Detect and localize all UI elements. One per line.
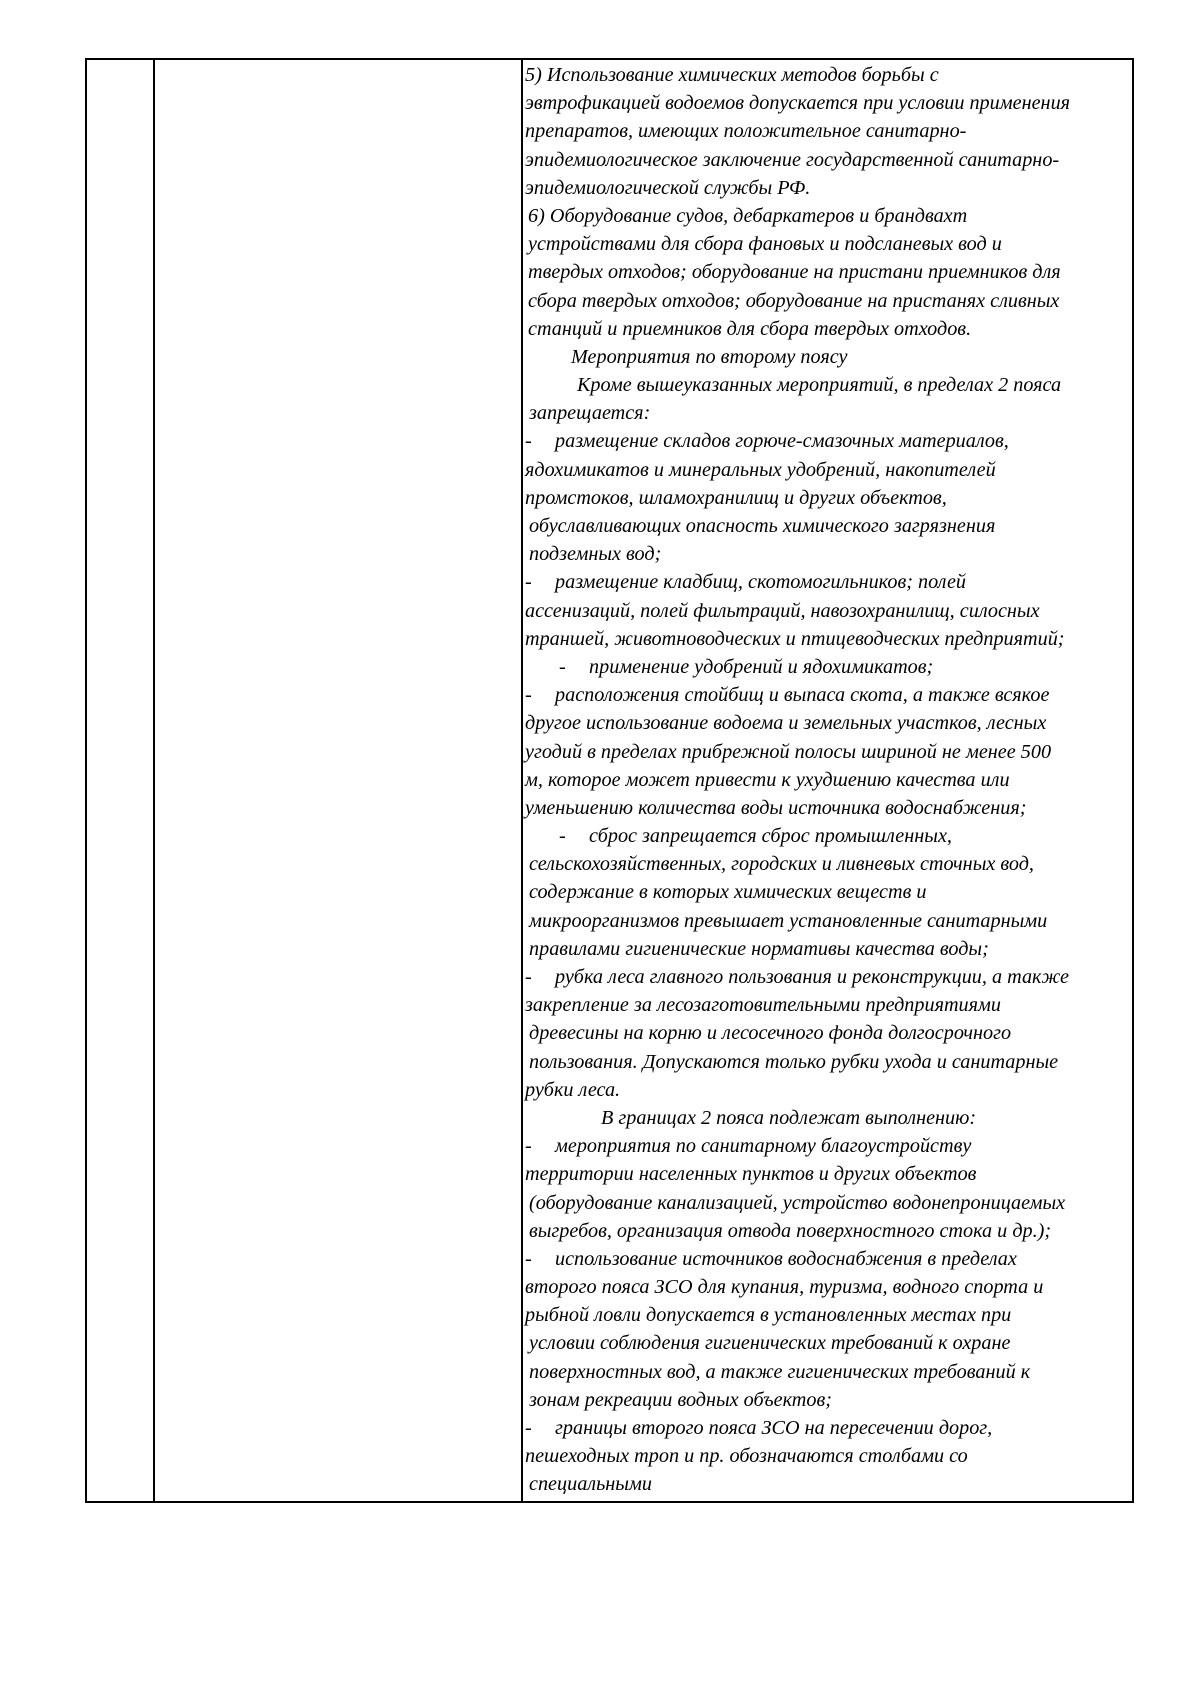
text-line: [525, 1442, 1126, 1470]
text-line-content: рыбной ловли допускается в установленных местах при: [525, 1304, 1012, 1327]
text-line-content: эпидемиологической службы РФ.: [525, 176, 811, 199]
text-line: [525, 766, 1126, 794]
column-divider-1: [153, 60, 155, 1501]
text-line: [525, 427, 1126, 455]
measures-text-cell: [525, 61, 1126, 1501]
text-line: [525, 1189, 1126, 1217]
text-line: [525, 512, 1126, 540]
text-line: [525, 822, 1126, 850]
list-dash: -: [525, 1135, 532, 1158]
text-line: [525, 653, 1126, 681]
text-line-content: территории населенных пунктов и других объектов: [525, 1163, 977, 1186]
text-line-content: траншей, животноводческих и птицеводческих предприятий;: [525, 627, 1065, 650]
text-line-content: мероприятия по санитарному благоустройству: [555, 1135, 972, 1158]
text-line-content: использование источников водоснабжения в пределах: [555, 1247, 1017, 1270]
list-dash: -: [525, 1247, 532, 1270]
text-line: [525, 287, 1126, 315]
text-line: [525, 907, 1126, 935]
text-line: [525, 935, 1126, 963]
text-line: [525, 1301, 1126, 1329]
text-line: [525, 1104, 1126, 1132]
text-line-content: рубки леса.: [525, 1078, 621, 1101]
text-line: [525, 117, 1126, 145]
text-line-content: пешеходных троп и пр. обозначаются столбами со: [525, 1445, 968, 1468]
text-line-content: запрещается:: [529, 402, 651, 425]
text-line: [525, 1386, 1126, 1414]
text-line-content: поверхностных вод, а также гигиенических требований к: [529, 1360, 1031, 1383]
text-line: [525, 89, 1126, 117]
text-line: [525, 1217, 1126, 1245]
text-line-content: другое использование водоема и земельных участков, лесных: [525, 712, 1047, 735]
text-line: [525, 484, 1126, 512]
text-line: [525, 850, 1126, 878]
text-line-content: В границах 2 пояса подлежат выполнению:: [601, 1106, 977, 1129]
list-dash: -: [559, 655, 566, 678]
text-line: [525, 258, 1126, 286]
column-divider-2: [521, 60, 523, 1501]
text-line-content: пользования. Допускаются только рубки ухода и санитарные: [529, 1050, 1059, 1073]
text-line-content: эпидемиологическое заключение государственной санитарно-: [525, 148, 1060, 171]
list-dash: -: [525, 571, 532, 594]
text-line-content: ядохимикатов и минеральных удобрений, накопителей: [525, 458, 996, 481]
text-line-content: ассенизаций, полей фильтраций, навозохранилищ, силосных: [525, 599, 1040, 622]
text-line: [525, 1132, 1126, 1160]
text-line-content: уменьшению количества воды источника водоснабжения;: [525, 796, 1027, 819]
text-line-content: микроорганизмов превышает установленные санитарными: [529, 909, 1048, 932]
text-line-content: второго пояса ЗСО для купания, туризма, водного спорта и: [525, 1276, 1044, 1299]
text-line-content: размещение складов горюче-смазочных материалов,: [555, 430, 1009, 453]
text-line-content: обуславливающих опасность химического загрязнения: [529, 515, 996, 537]
text-line-content: условии соблюдения гигиенических требований к охране: [529, 1332, 1011, 1355]
text-line-content: сельскохозяйственных, городских и ливневых сточных вод,: [529, 853, 1034, 876]
text-line-content: угодий в пределах прибрежной полосы шириной не менее 500: [525, 740, 1052, 763]
text-line: [525, 174, 1126, 202]
text-line-content: препаратов, имеющих положительное санитарно-: [525, 120, 967, 143]
text-line-content: выгребов, организация отвода поверхностного стока и др.);: [529, 1219, 1052, 1242]
text-line: [525, 1329, 1126, 1357]
text-line: [525, 709, 1126, 737]
text-line-content: твердых отходов; оборудование на пристани приемников для: [528, 261, 1061, 284]
text-line: [525, 61, 1126, 89]
text-line-content: устройствами для сбора фановых и подсланевых вод и: [528, 233, 1002, 256]
list-dash: -: [525, 430, 532, 453]
list-dash: -: [525, 1417, 532, 1439]
text-line-content: 6) Оборудование судов, дебаркатеров и брандвахт: [528, 204, 968, 227]
text-line-content: специальными: [529, 1473, 652, 1496]
text-line-content: станций и приемников для сбора твердых отходов.: [528, 317, 972, 340]
text-line: [525, 456, 1126, 484]
text-line: [525, 1273, 1126, 1301]
text-line: [525, 963, 1126, 991]
text-line: [525, 540, 1126, 568]
text-line-content: границы второго пояса ЗСО на пересечении дорог,: [555, 1417, 993, 1439]
text-line-content: эвтрофикацией водоемов допускается при условии применения: [525, 92, 1071, 115]
text-line-content: сбора твердых отходов; оборудование на пристанях сливных: [528, 289, 1060, 312]
text-line: [525, 568, 1126, 596]
list-dash: -: [525, 966, 532, 988]
text-line: [525, 1245, 1126, 1273]
text-line-content: закрепление за лесозаготовительными предприятиями: [525, 994, 1002, 1017]
text-line: [525, 738, 1126, 766]
text-line-content: сброс запрещается сброс промышленных,: [589, 825, 952, 848]
text-line-content: содержание в которых химических веществ и: [529, 881, 927, 904]
text-line: [525, 1019, 1126, 1047]
text-line-content: промстоков, шламохранилищ и других объектов,: [525, 486, 947, 509]
text-line: [525, 625, 1126, 653]
text-line-content: зонам рекреации водных объектов;: [529, 1388, 832, 1411]
text-line: [525, 597, 1126, 625]
text-line: [525, 991, 1126, 1019]
text-line-content: м, которое может привести к ухудшению качества или: [525, 768, 1010, 791]
text-line-content: применение удобрений и ядохимикатов;: [589, 655, 934, 678]
text-line-content: правилами гигиенические нормативы качества воды;: [529, 937, 989, 960]
text-line: [525, 202, 1126, 230]
text-line: [525, 230, 1126, 258]
text-line-content: 5) Использование химических методов борьбы с: [525, 64, 939, 86]
text-line: [525, 1160, 1126, 1188]
text-line-content: древесины на корню и лесосечного фонда долгосрочного: [529, 1022, 1012, 1045]
text-line: [525, 878, 1126, 906]
text-line: [525, 371, 1126, 399]
text-line-content: подземных вод;: [529, 543, 662, 566]
text-line-content: Мероприятия по второму поясу: [571, 345, 848, 368]
text-line-content: Кроме вышеуказанных мероприятий, в пределах 2 пояса: [577, 374, 1062, 397]
text-line: [525, 1358, 1126, 1386]
text-line-content: расположения стойбищ и выпаса скота, а также всякое: [555, 684, 1050, 707]
text-line-content: размещение кладбищ, скотомогильников; полей: [555, 571, 967, 594]
text-line-content: рубка леса главного пользования и реконструкции, а также: [555, 966, 1069, 988]
text-line: [525, 681, 1126, 709]
text-line: [525, 399, 1126, 427]
text-line: [525, 1470, 1126, 1498]
text-line: [525, 1414, 1126, 1442]
text-line: [525, 794, 1126, 822]
text-line: [525, 1076, 1126, 1104]
list-dash: -: [559, 825, 566, 848]
text-line-content: (оборудование канализацией, устройство водонепроницаемых: [529, 1191, 1066, 1214]
text-line: [525, 315, 1126, 343]
text-line: [525, 146, 1126, 174]
document-table: [85, 58, 1134, 1503]
text-line: [525, 343, 1126, 371]
list-dash: -: [525, 684, 532, 707]
text-line: [525, 1048, 1126, 1076]
